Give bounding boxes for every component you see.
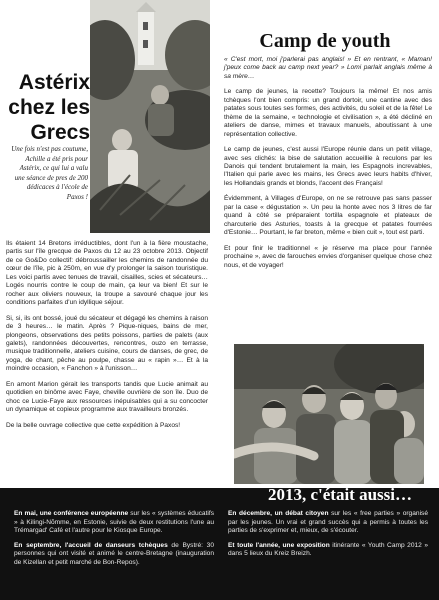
camp-paragraph: Le camp de jeunes, la recette? Toujours la même! Et nos amis tchèques l'ont bien compris: un grand dortoir, une cantine avec des patates sous toutes ses formes, des activités, du soleil et de la fête! Le thème de la semaine, « technologie et civilisation », a été décliné en ateliers de danse, mimes et travaux manuels, aboutissant à une représentation collective. [224,88,432,138]
banner-paragraph [14,510,214,536]
asterix-photo-caption: Une fois n'est pas coutume, Achille a été pris pour Astérix, ce qui lui a valu une séance de pres de 200 dédicaces à l'école de Paxos ! [11,145,88,201]
banner-text: sur les « free parties » organisé par les jeunes. Un vrai et grand succès qui a permis à toutes les parties de s'exprimer et, mieux, de s'écouter. [228,510,428,534]
banner-paragraph [228,542,428,559]
banner-left-column [14,510,214,573]
asterix-paragraph: En amont Marion gérait les transports tandis que Lucie animait au quotidien en binôme avec Faye, cheville ouvrière de son île. Duo de choc ce Lucie-Faye aux ressources inépuisables qui a su concocter un dynamique et copieux programme aux travailleurs bronzés. [6,380,208,414]
banner-title: 2013, c'était aussi… [267,485,413,504]
banner-text: de Bystré: 30 personnes qui ont visité et animé le centre-Bretagne (inauguration de Kizellan et petit marché de Bon-Repos). [14,541,214,566]
camp-quote: « C'est mort, moi j'parlerai pas anglais! » Et en rentrant, « Maman! j'peux come back au camp next year? » Lomi parlait anglais même à sa mère… [224,56,432,80]
asterix-article-body [6,240,208,437]
asterix-paragraph: Si, si, ils ont bossé, joué du sécateur et dégagé les chemins à raison de 3 heures… le matin. Après ? Pique-niques, bains de mer, plongeons, observations des petits poissons, parties de palets (aux galets), randonnées découvertes, rencontres, ouzo en terrasse, musique traditionnelle, ateliers cuisine, cours de danses, de grec, de yoga, de chant, pêche au poulpe, chasse au « rapin »… Et à la moindre occasion, « Fanchon » à l'unisson… [6,314,208,373]
camp-youth-title: Camp de youth [259,30,391,52]
banner-highlight: Et toute l'année, une exposition [228,541,330,549]
asterix-paragraph: Ils étaient 14 Bretons irréductibles, dont l'un à la fière moustache, partis sur l'île grecque de Paxos du 12 au 23 octobre 2013. Objectif de ce Go&Do collectif: débroussailler les chemins de randonnée du cœur de l'île, pic à 250m, en vue d'y prolonger la saison touristique. Les voici partis avec tenues de travail, cisailles, scies et sécateurs… Logés nourris contre le coup de main, ça leur va bien! Et sur le rocher aux oliviers nouveux, la troupe a savouré chaque jour les conditions parfaites d'un idyllique séjour. [6,240,208,307]
asterix-paragraph: De la belle ouvrage collective que cette expédition à Paxos! [6,421,181,429]
banner-text: sur les « systèmes éducatifs » à Kilingi-Nõmme, en Estonie, suivie de deux restitutions l'une au Trémargad' Café et l'autre pour le Kiosque Europe. [14,510,214,534]
camp-paragraph: Évidemment, à Villages d'Europe, on ne se retrouve pas sans passer par la case « dégustation ». Un peu la honte avec nos 3 litres de far quand à côté se préparaient tortilla espagnole et plateaux de charcuterie des Asturies, toasts à la grecque et patates fourrées d'Estonie… Pourtant, le far breton, même « bien cuit », tout est parti. [224,195,432,237]
banner-highlight: En septembre, l'accueil de danseurs tchèques [14,541,168,549]
camp-paragraph: Et pour finir le traditionnel « je réserve ma place pour l'année prochaine », avec de farouches envies d'organiser quelque chose chez nous, et de voyager! [224,244,432,269]
banner-text: itinérante « Youth Camp 2012 » dans 5 lieux du Kreiz Breizh. [228,541,428,557]
banner-highlight: En décembre, un débat citoyen [228,510,329,517]
camp-paragraph: Le camp de jeunes, c'est aussi l'Europe réunie dans un petit village, avec ses clichés: la bise de salutation accueillie à reculons par les Danois qui tendent brutalement la main, les Espagnols increvables, l'Italien qui parle avec les mains, les Grecs avec leurs habits d'hiver, les Hollandais grands et blonds, l'accent des Français! [224,146,432,187]
youth-group-photo [234,344,424,484]
asterix-title-line2: chez les [8,96,90,119]
paxos-workers-photo [90,0,210,233]
asterix-title-line3: Grecs [30,121,90,144]
banner-paragraph [14,542,214,568]
banner-highlight: En mai, une conférence européenne [14,510,129,517]
asterix-title-line1: Astérix [18,71,90,94]
camp-paragraph [224,56,432,81]
asterix-title [6,70,90,145]
banner-paragraph [228,510,428,536]
camp-youth-article-body [224,56,432,277]
banner-right-column [228,510,428,565]
